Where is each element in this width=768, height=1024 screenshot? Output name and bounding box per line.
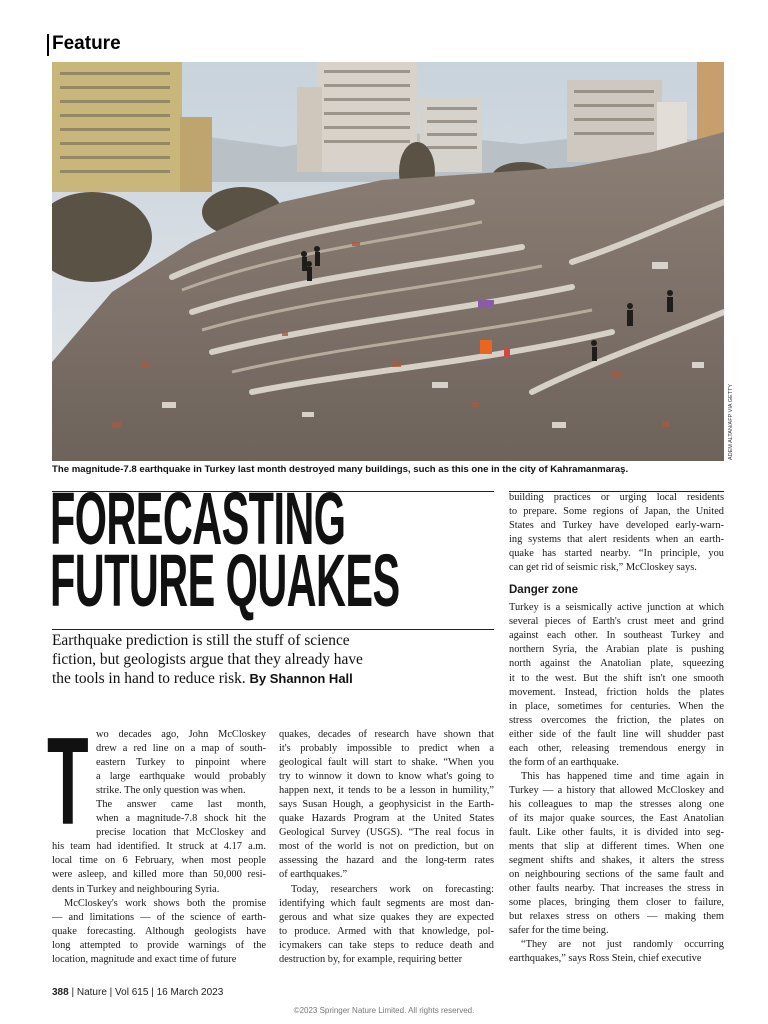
text-line: icymakers can take steps to reduce death and bbox=[279, 939, 494, 951]
text-line: a large earthquake would probably bbox=[96, 771, 266, 783]
text-line: to produce. Armed with that knowledge, pol- bbox=[279, 925, 494, 937]
text-line: but relaxes stress on others — making them bbox=[509, 911, 724, 923]
text-line: it to the west. But the shift isn't one smooth bbox=[509, 672, 724, 684]
text-line: either side of the fault line will shudder past bbox=[509, 728, 724, 740]
headline bbox=[50, 477, 400, 622]
standfirst-line: the tools in hand to reduce risk. bbox=[52, 670, 246, 687]
text-line: of earthquakes.” bbox=[279, 869, 348, 881]
text-line: can get rid of seismic risk,” McCloskey says. bbox=[509, 562, 697, 574]
page-number: 388 bbox=[52, 987, 69, 998]
text-line: segment shifts and shakes, it alters the stress bbox=[509, 855, 724, 867]
photo-credit: ADEM ALTAN/AFP VIA GETTY bbox=[728, 383, 734, 460]
column-3-body bbox=[509, 601, 724, 966]
headline-line-1: FORECASTING bbox=[50, 477, 346, 560]
text-line: Turkey is a seismically active junction at which bbox=[509, 602, 724, 614]
text-line: movement. Instead, friction holds the plates bbox=[509, 686, 724, 698]
text-line: in place, sometimes for centuries. When the bbox=[509, 700, 724, 712]
text-line: of its major quake sources, the East Anatolian bbox=[509, 812, 724, 824]
text-line: gerous and what size quakes they are expected bbox=[279, 911, 494, 923]
standfirst bbox=[52, 631, 452, 688]
subhead-danger-zone: Danger zone bbox=[509, 584, 579, 597]
text-line: several pieces of Earth's crust meet and grind bbox=[509, 616, 724, 628]
text-line: each other, releasing tremendous energy in bbox=[509, 742, 724, 754]
text-line: to prepare. Some regions of Japan, the United bbox=[509, 506, 724, 518]
standfirst-line: fiction, but geologists argue that they already have bbox=[52, 651, 363, 668]
journal-name: Nature bbox=[76, 987, 107, 998]
text-line: northern Syria, the Arabian plate is pushing bbox=[509, 644, 724, 656]
text-line: on neighbouring sections of the same fault and bbox=[509, 869, 724, 881]
text-line: dents in Turkey and neighbouring Syria. bbox=[52, 883, 220, 895]
text-line: McCloskey's work shows both the promise bbox=[64, 897, 266, 909]
text-line: other faults nearby. That increases the stress in bbox=[509, 883, 724, 895]
text-line: This has happened time and time again in bbox=[521, 770, 724, 782]
text-line: geological fault will start to shake. “When you bbox=[279, 757, 494, 769]
text-line: quake has started nearby. “In principle, you bbox=[509, 548, 724, 560]
text-line: safer for the time being. bbox=[509, 925, 609, 937]
text-line: Geological Survey (USGS). “The real focus in bbox=[279, 827, 494, 839]
text-line: his team had identified. It struck at 4.17 a.m. bbox=[52, 841, 266, 853]
article-column-1 bbox=[52, 728, 266, 967]
column-3-intro bbox=[509, 491, 724, 575]
text-line: eastern Turkey to pinpoint where bbox=[96, 757, 266, 769]
section-rule bbox=[47, 34, 49, 56]
article-column-3 bbox=[509, 491, 724, 967]
text-line: were asleep, and killed more than 50,000 resi- bbox=[52, 869, 266, 881]
byline: By Shannon Hall bbox=[249, 671, 353, 686]
text-line: drew a red line on a map of south- bbox=[96, 743, 266, 755]
text-line: the form of an earthquake. bbox=[509, 756, 619, 768]
text-line: destruction by, for example, requiring better bbox=[279, 953, 463, 965]
text-line: most of the world is not on prediction, but on bbox=[279, 841, 494, 853]
text-line: “They are not just randomly occurring bbox=[521, 939, 724, 951]
text-line: quake Hazards Program at the United States bbox=[279, 813, 494, 825]
text-line: precise location that McCloskey and bbox=[96, 827, 266, 839]
text-line: it's probably impossible to predict when a bbox=[279, 743, 494, 755]
article-column-2 bbox=[279, 728, 494, 967]
text-line: quake forecasting. Although geologists have bbox=[52, 925, 266, 937]
text-line: fault. Like other faults, it is divided into seg- bbox=[509, 827, 724, 839]
text-line: north against the Anatolian plate, squeezing bbox=[509, 658, 724, 670]
headline-line-2: FUTURE QUAKES bbox=[50, 539, 400, 622]
text-line: location, magnitude and exact time of future bbox=[52, 953, 237, 965]
text-line: assessing the hazard and the long-term rates bbox=[279, 855, 494, 867]
photo-caption: The magnitude-7.8 earthquake in Turkey last month destroyed many buildings, such as this one in the city of Kahramanmaraş. bbox=[52, 464, 629, 475]
text-line: ing systems that alert residents when an earth- bbox=[509, 534, 724, 546]
text-line: strike. The only question was when. bbox=[96, 785, 246, 797]
text-line: long attempted to provide warnings of the bbox=[52, 939, 266, 951]
text-line: earthquakes,” says Ross Stein, chief executive bbox=[509, 953, 702, 965]
text-line: building practices or urging local residents bbox=[509, 492, 724, 503]
text-line: Today, researchers work on forecasting: bbox=[291, 883, 494, 895]
text-line: some places, bringing them closer to failure, bbox=[509, 897, 724, 909]
text-line: local time on 6 February, when most people bbox=[52, 855, 266, 867]
text-line: ments that slip at different times. When one bbox=[509, 841, 724, 853]
text-line: States and Turkey have developed early-warn- bbox=[509, 520, 724, 532]
standfirst-rule bbox=[52, 629, 494, 630]
text-line: identifying which fault segments are most dan- bbox=[279, 897, 494, 909]
text-line: — and limitations — of the science of earth- bbox=[52, 911, 266, 923]
text-line: wo decades ago, John McCloskey bbox=[96, 729, 266, 740]
text-line: against each other. In southeast Turkey and bbox=[509, 630, 724, 642]
text-line: when a magnitude-7.8 shock hit the bbox=[96, 813, 266, 825]
section-label: Feature bbox=[52, 33, 121, 54]
text-line: quakes, decades of research have shown that bbox=[279, 729, 494, 740]
volume: Vol 615 bbox=[115, 987, 149, 998]
text-line: says Susan Hough, a geophysicist in the Earth- bbox=[279, 799, 494, 811]
text-line: happen next, it tends to be a lesson in humility,” bbox=[279, 785, 494, 797]
copyright-notice: ©2023 Springer Nature Limited. All rights reserved. bbox=[293, 1006, 475, 1015]
page-footer: 388 | Nature | Vol 615 | 16 March 2023 bbox=[52, 987, 224, 998]
issue-date: 16 March 2023 bbox=[156, 987, 224, 998]
text-line: try to winnow it down to know what's going to bbox=[279, 771, 494, 783]
text-line: his colleagues to map the stresses along one bbox=[509, 798, 724, 810]
earthquake-rubble-photo bbox=[52, 62, 724, 461]
standfirst-line: Earthquake prediction is still the stuff of science bbox=[52, 632, 350, 649]
text-line: The answer came last month, bbox=[96, 799, 266, 811]
text-line: stress overcomes the friction, the plates on bbox=[509, 714, 724, 726]
drop-cap: T bbox=[47, 713, 89, 851]
text-line: Turkey — a history that allowed McCloskey and bbox=[509, 784, 724, 796]
